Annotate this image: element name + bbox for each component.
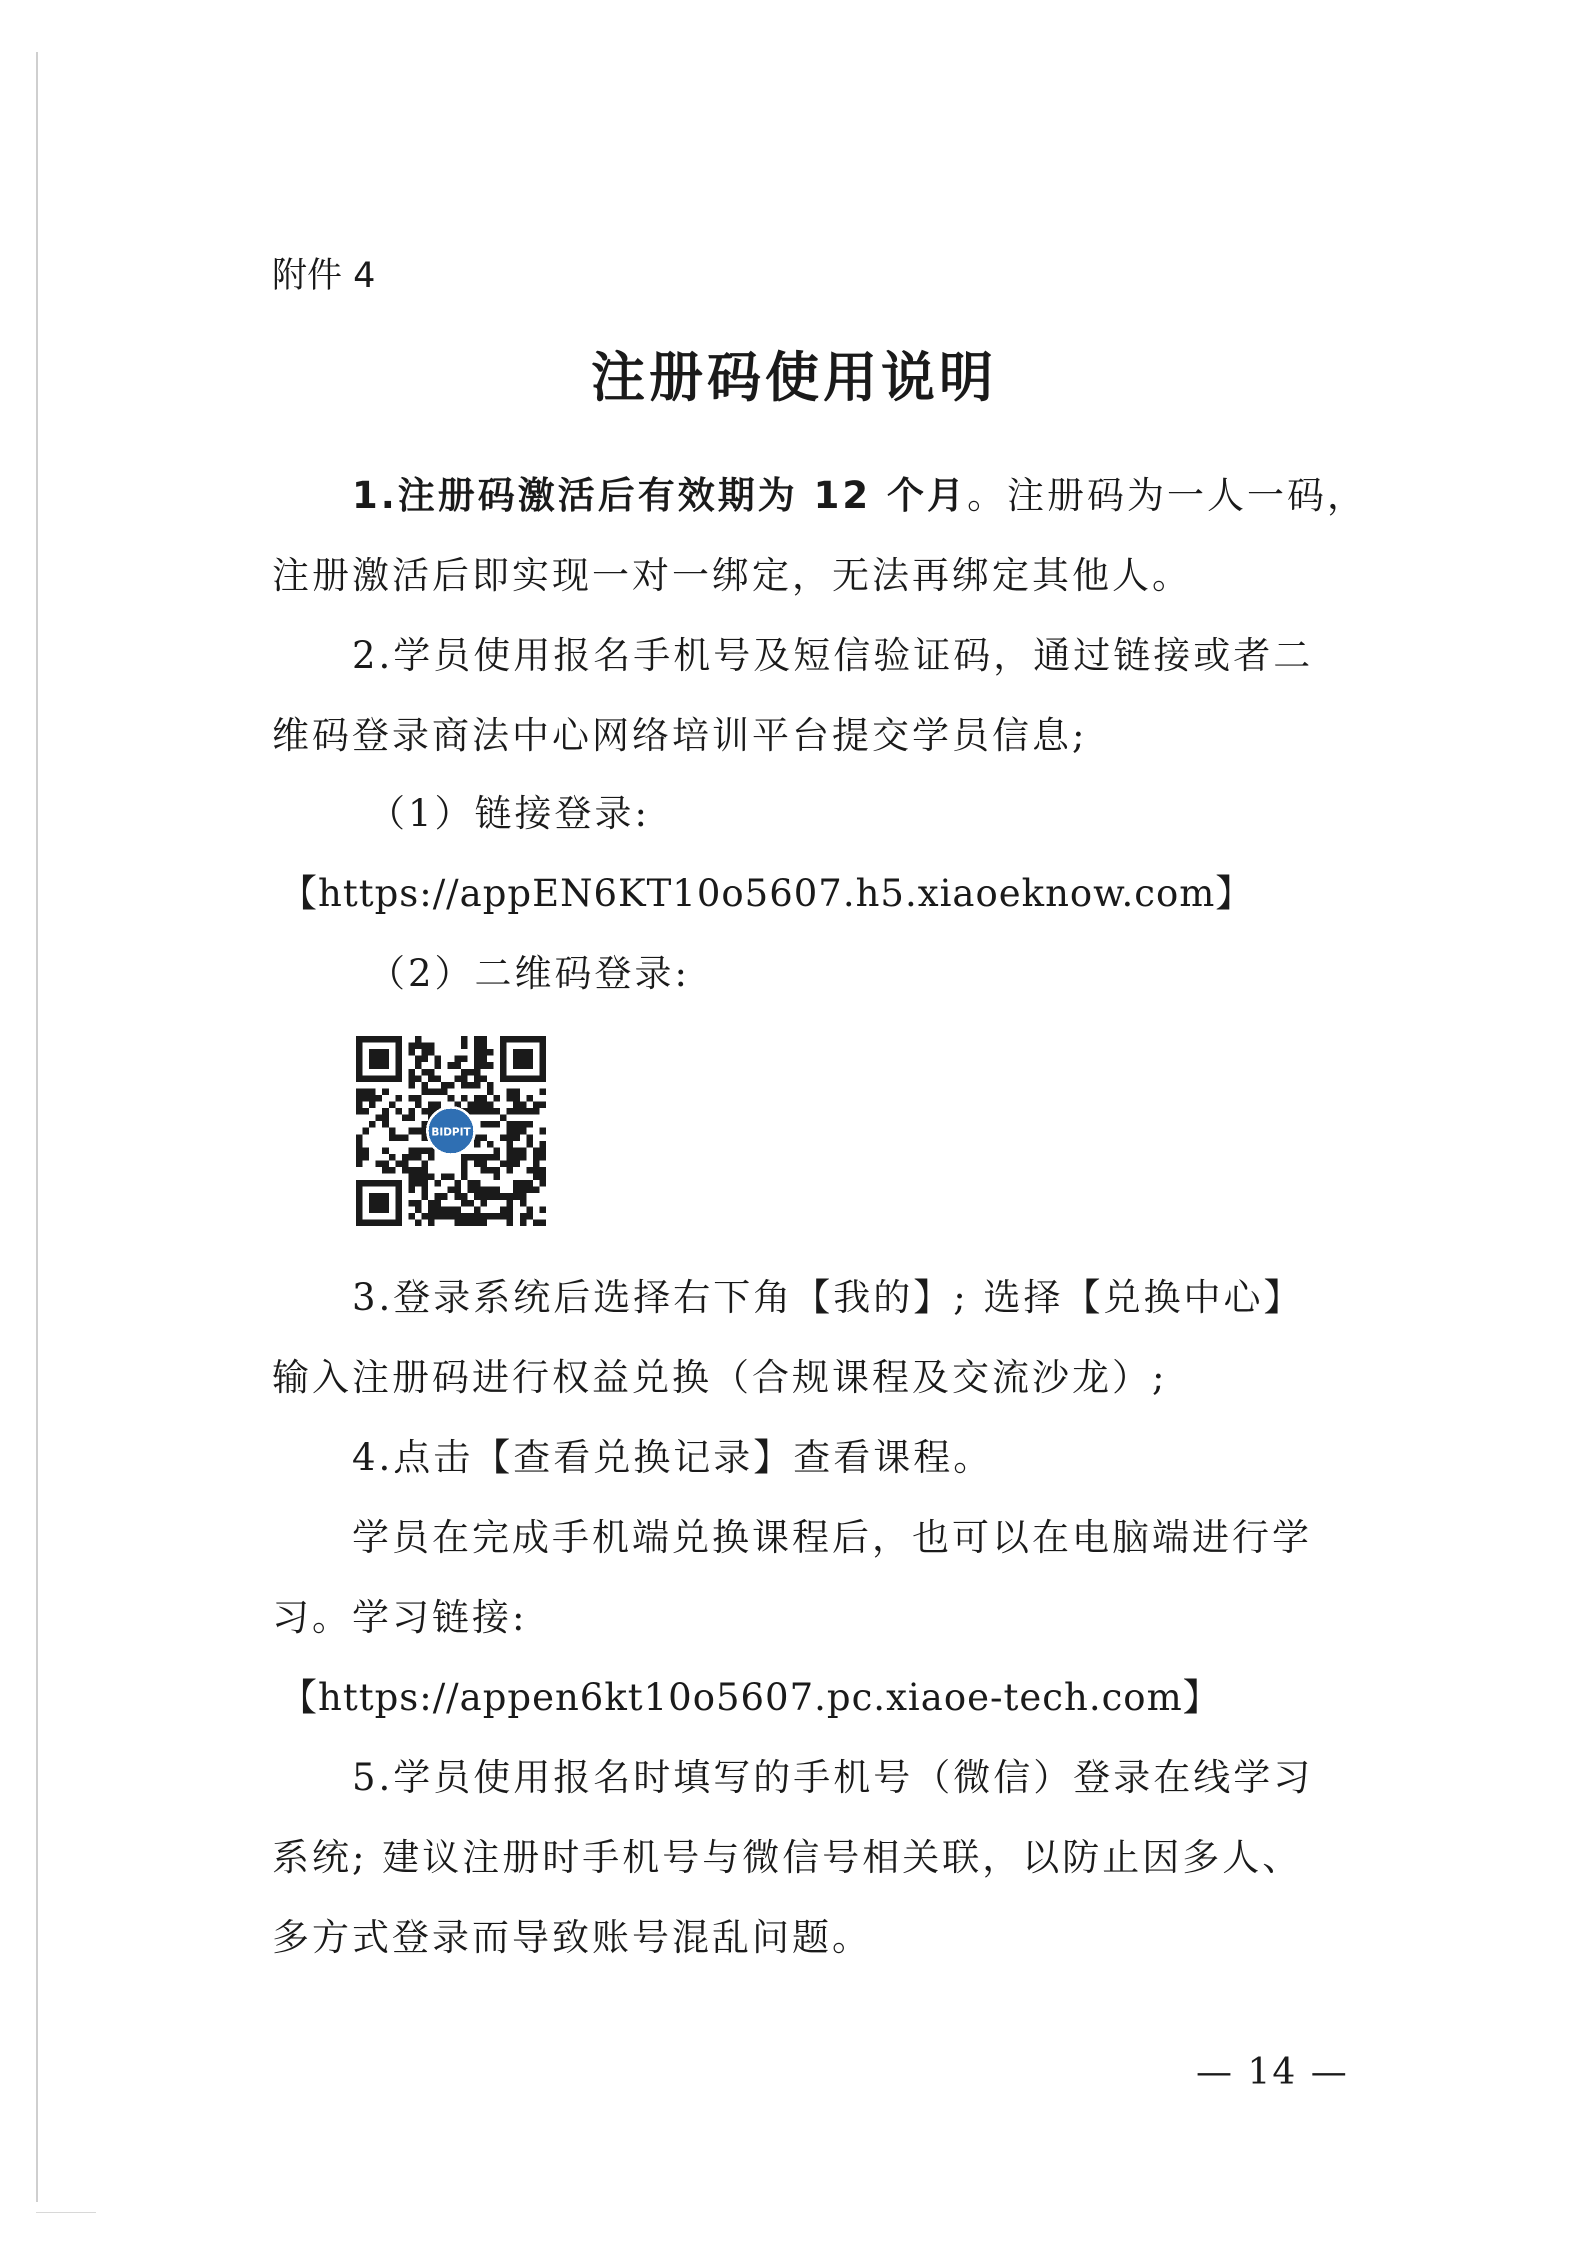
attachment-label: 附件 4 [272,256,376,296]
paragraph-4: 4.点击【查看兑换记录】查看课程。 [352,1436,994,1479]
qr-logo-text: BIDPIT [431,1126,471,1139]
validity-statement: 1.注册码激活后有效期为 12 个月 [352,474,968,517]
paragraph-1-line-1 [352,465,1367,519]
paragraph-3-line-1: 3.登录系统后选择右下角【我的】; 选择【兑换中心】 [352,1276,1304,1319]
login-qr-code [356,1036,546,1226]
paragraph-1-rest: 。注册码为一人一码， [967,474,1368,517]
link-login-heading: （1）链接登录: [368,792,651,835]
qr-finder-pattern [356,1180,402,1226]
paragraph-3-line-2: 输入注册码进行权益兑换（合规课程及交流沙龙）; [272,1356,1168,1399]
document-title: 注册码使用说明 [591,346,997,409]
qr-finder-pattern [356,1036,402,1082]
paragraph-6-line-2: 系统; 建议注册时手机号与微信号相关联，以防止因多人、 [272,1836,1303,1879]
paragraph-5-line-2: 习。学习链接: [272,1596,528,1639]
paragraph-6-line-3: 多方式登录而导致账号混乱问题。 [272,1916,872,1959]
paragraph-1-line-2: 注册激活后即实现一对一绑定，无法再绑定其他人。 [272,554,1192,597]
paragraph-2-line-2: 维码登录商法中心网络培训平台提交学员信息; [272,714,1088,757]
paragraph-5-line-1: 学员在完成手机端兑换课程后，也可以在电脑端进行学 [352,1516,1312,1559]
scan-bottom-line [36,2212,96,2213]
paragraph-6-line-1: 5.学员使用报名时填写的手机号（微信）登录在线学习 [352,1756,1314,1799]
h5-login-link[interactable]: 【https://appEN6KT10o5607.h5.xiaoeknow.com】 [280,872,1254,915]
paragraph-2-line-1: 2.学员使用报名手机号及短信验证码，通过链接或者二 [352,634,1314,677]
qr-login-heading: （2）二维码登录: [368,952,691,995]
qr-finder-pattern [500,1036,546,1082]
pc-learning-link[interactable]: 【https://appen6kt10o5607.pc.xiaoe-tech.com】 [280,1676,1221,1719]
page-number: — 14 — [1196,2052,1349,2093]
